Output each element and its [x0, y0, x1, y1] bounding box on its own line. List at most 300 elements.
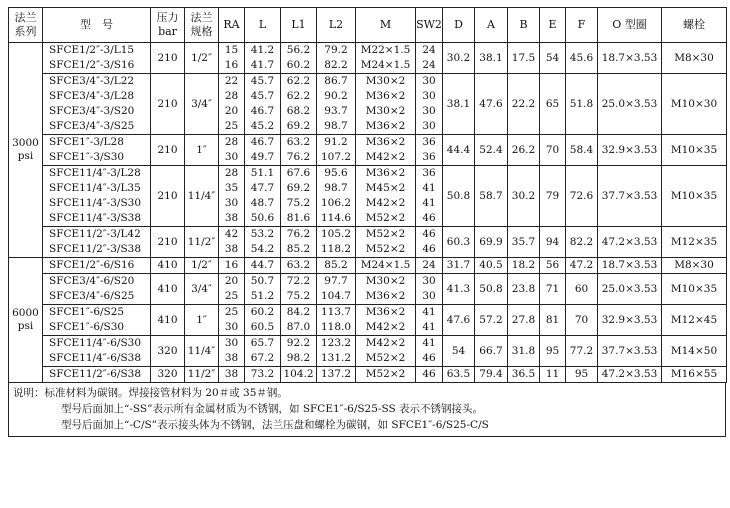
l2-cell: [317, 305, 356, 336]
flange-cell: 3/4″: [185, 274, 219, 305]
notes: [8, 383, 726, 437]
l1-value: 68.2: [286, 105, 311, 117]
bolt-cell: M14×50: [662, 336, 727, 367]
e-cell: 54: [540, 43, 566, 74]
l1-value: 62.2: [286, 90, 311, 102]
l-cell: [245, 367, 281, 383]
ra-value: 30: [224, 321, 239, 333]
l2-value: 95.6: [324, 167, 348, 179]
m-value: M22×1.5: [360, 44, 411, 56]
model-value: SFCE1/2″-6/S16: [49, 259, 135, 271]
l1-value: 104.2: [283, 368, 314, 380]
b-cell: 35.7: [508, 227, 540, 258]
bolt-cell: M12×45: [662, 305, 727, 336]
l1-value: 75.2: [286, 290, 311, 302]
ra-cell: [219, 367, 245, 383]
l-value: 46.7: [250, 105, 275, 117]
bolt-cell: M10×35: [662, 135, 727, 166]
d-cell: 47.6: [443, 305, 475, 336]
m-cell: [356, 336, 416, 367]
e-cell: 56: [540, 258, 566, 274]
model-cell: [43, 166, 151, 227]
m-cell: [356, 258, 416, 274]
sw2-cell: [416, 166, 443, 227]
model-cell: [43, 135, 151, 166]
l1-cell: [281, 258, 317, 274]
bolt-cell: M16×55: [662, 367, 727, 383]
l-value: 45.2: [250, 120, 275, 132]
model-value: SFCE3/4″-3/L28: [49, 90, 135, 102]
header-sw2: SW2: [416, 8, 443, 43]
oring-cell: 25.0×3.53: [598, 274, 662, 305]
m-value: M52×2: [365, 352, 406, 364]
l1-value: 69.2: [286, 182, 311, 194]
l2-value: 98.7: [324, 120, 348, 132]
f-cell: 95: [566, 367, 598, 383]
header-e: E: [540, 8, 566, 43]
oring-cell: 37.7×3.53: [598, 166, 662, 227]
model-value: SFCE1″-3/S30: [49, 151, 125, 163]
header-ra: RA: [219, 8, 245, 43]
ra-value: 25: [224, 306, 239, 318]
model-value: SFCE3/4″-3/S25: [49, 120, 135, 132]
ra-value: 28: [224, 136, 239, 148]
l1-value: 84.2: [286, 306, 311, 318]
l1-value: 67.6: [286, 167, 311, 179]
m-cell: [356, 166, 416, 227]
l1-cell: [281, 367, 317, 383]
m-value: M42×2: [365, 197, 406, 209]
spec-sheet: [8, 7, 726, 437]
l2-cell: [317, 135, 356, 166]
f-cell: 60: [566, 274, 598, 305]
a-cell: 50.8: [475, 274, 508, 305]
series-cell: 3000 psi: [9, 43, 43, 258]
e-cell: 94: [540, 227, 566, 258]
b-cell: 36.5: [508, 367, 540, 383]
e-cell: 71: [540, 274, 566, 305]
sw2-cell: [416, 274, 443, 305]
flange-cell: 1/2″: [185, 43, 219, 74]
l-value: 50.6: [250, 212, 275, 224]
l-cell: [245, 135, 281, 166]
a-cell: 69.9: [475, 227, 508, 258]
l2-cell: [317, 367, 356, 383]
sw2-value: 41: [422, 182, 436, 194]
l2-cell: [317, 166, 356, 227]
d-cell: 38.1: [443, 74, 475, 135]
l-cell: [245, 227, 281, 258]
model-cell: [43, 336, 151, 367]
l-value: 47.7: [250, 182, 275, 194]
header-f: F: [566, 8, 598, 43]
model-cell: [43, 74, 151, 135]
d-cell: 50.8: [443, 166, 475, 227]
l1-value: 56.2: [286, 44, 311, 56]
oring-cell: 37.7×3.53: [598, 336, 662, 367]
bolt-cell: M8×30: [662, 43, 727, 74]
sw2-value: 41: [422, 321, 436, 333]
l2-value: 113.7: [320, 306, 352, 318]
ra-cell: [219, 166, 245, 227]
table-row: [9, 227, 727, 258]
m-value: M52×2: [365, 228, 406, 240]
b-cell: 17.5: [508, 43, 540, 74]
d-cell: 31.7: [443, 258, 475, 274]
l-value: 48.7: [250, 197, 275, 209]
l2-value: 114.6: [320, 212, 352, 224]
header-l1: L1: [281, 8, 317, 43]
model-value: SFCE1″-6/S25: [49, 306, 125, 318]
l-value: 45.7: [250, 75, 275, 87]
l1-cell: [281, 305, 317, 336]
header-oring: O 型圈: [598, 8, 662, 43]
flange-cell: 11/2″: [185, 227, 219, 258]
sw2-cell: [416, 258, 443, 274]
model-cell: [43, 305, 151, 336]
oring-cell: 18.7×3.53: [598, 43, 662, 74]
model-value: SFCE11/2″-6/S38: [49, 368, 141, 380]
sw2-cell: [416, 135, 443, 166]
pressure-cell: 410: [151, 258, 185, 274]
table-row: [9, 367, 727, 383]
m-value: M36×2: [365, 306, 406, 318]
l-value: 60.2: [250, 306, 275, 318]
model-value: SFCE11/4″-6/S30: [49, 337, 141, 349]
l2-value: 137.2: [320, 368, 352, 380]
l2-value: 86.7: [324, 75, 348, 87]
f-cell: 45.6: [566, 43, 598, 74]
sw2-value: 46: [422, 352, 436, 364]
l-value: 51.1: [250, 167, 275, 179]
sw2-value: 46: [422, 228, 436, 240]
model-value: SFCE3/4″-3/L22: [49, 75, 135, 87]
a-cell: 38.1: [475, 43, 508, 74]
l-value: 60.5: [250, 321, 275, 333]
l-cell: [245, 74, 281, 135]
l2-value: 97.7: [324, 275, 348, 287]
bolt-cell: M10×30: [662, 74, 727, 135]
m-cell: [356, 305, 416, 336]
l1-cell: [281, 227, 317, 258]
l2-cell: [317, 258, 356, 274]
table-body: [9, 43, 727, 383]
spec-table: [8, 7, 727, 383]
l1-cell: [281, 43, 317, 74]
header-model: 型 号: [43, 8, 151, 43]
pressure-cell: 410: [151, 305, 185, 336]
d-cell: 63.5: [443, 367, 475, 383]
l1-value: 76.2: [286, 228, 311, 240]
l2-value: 91.2: [324, 136, 348, 148]
e-cell: 79: [540, 166, 566, 227]
l2-value: 106.2: [320, 197, 352, 209]
ra-value: 42: [224, 228, 239, 240]
m-value: M24×1.5: [360, 59, 411, 71]
table-row: [9, 135, 727, 166]
sw2-value: 36: [422, 136, 436, 148]
f-cell: 70: [566, 305, 598, 336]
ra-value: 22: [224, 75, 239, 87]
ra-value: 25: [224, 290, 239, 302]
l-value: 49.7: [250, 151, 275, 163]
table-row: [9, 305, 727, 336]
l-value: 65.7: [250, 337, 275, 349]
m-value: M42×2: [365, 337, 406, 349]
ra-cell: [219, 305, 245, 336]
sw2-value: 30: [422, 275, 436, 287]
bolt-cell: M12×35: [662, 227, 727, 258]
m-value: M52×2: [365, 212, 406, 224]
l2-cell: [317, 336, 356, 367]
flange-cell: 3/4″: [185, 74, 219, 135]
header-b: B: [508, 8, 540, 43]
b-cell: 18.2: [508, 258, 540, 274]
a-cell: 47.6: [475, 74, 508, 135]
header-flange: 法兰 规格: [185, 8, 219, 43]
flange-cell: 11/2″: [185, 367, 219, 383]
e-cell: 95: [540, 336, 566, 367]
d-cell: 41.3: [443, 274, 475, 305]
m-value: M30×2: [365, 75, 406, 87]
ra-value: 38: [224, 352, 239, 364]
model-value: SFCE3/4″-3/S20: [49, 105, 135, 117]
l-value: 50.7: [250, 275, 275, 287]
sw2-value: 30: [422, 105, 436, 117]
l2-cell: [317, 43, 356, 74]
b-cell: 26.2: [508, 135, 540, 166]
oring-cell: 32.9×3.53: [598, 305, 662, 336]
model-value: SFCE11/4″-3/S38: [49, 212, 141, 224]
l2-value: 93.7: [324, 105, 348, 117]
l2-cell: [317, 74, 356, 135]
pressure-cell: 210: [151, 74, 185, 135]
ra-cell: [219, 274, 245, 305]
e-cell: 81: [540, 305, 566, 336]
l1-cell: [281, 74, 317, 135]
sw2-cell: [416, 74, 443, 135]
d-cell: 30.2: [443, 43, 475, 74]
a-cell: 58.7: [475, 166, 508, 227]
f-cell: 47.2: [566, 258, 598, 274]
ra-value: 25: [224, 120, 239, 132]
l1-value: 69.2: [286, 120, 311, 132]
l1-cell: [281, 336, 317, 367]
model-value: SFCE11/4″-3/L35: [49, 182, 141, 194]
oring-cell: 25.0×3.53: [598, 74, 662, 135]
table-row: [9, 336, 727, 367]
l1-value: 75.2: [286, 197, 311, 209]
b-cell: 27.8: [508, 305, 540, 336]
ra-cell: [219, 258, 245, 274]
pressure-cell: 320: [151, 336, 185, 367]
sw2-value: 30: [422, 120, 436, 132]
l1-value: 81.6: [286, 212, 311, 224]
header-l: L: [245, 8, 281, 43]
ra-cell: [219, 43, 245, 74]
l1-value: 87.0: [286, 321, 311, 333]
oring-cell: 32.9×3.53: [598, 135, 662, 166]
d-cell: 44.4: [443, 135, 475, 166]
ra-cell: [219, 227, 245, 258]
model-cell: [43, 227, 151, 258]
l1-cell: [281, 166, 317, 227]
f-cell: 72.6: [566, 166, 598, 227]
l1-value: 85.2: [286, 243, 311, 255]
header-pressure: 压力 bar: [151, 8, 185, 43]
ra-cell: [219, 336, 245, 367]
l2-value: 82.2: [324, 59, 348, 71]
l-value: 45.7: [250, 90, 275, 102]
model-cell: [43, 367, 151, 383]
model-value: SFCE11/2″-3/S38: [49, 243, 141, 255]
bolt-cell: M10×35: [662, 274, 727, 305]
oring-cell: 18.7×3.53: [598, 258, 662, 274]
l-value: 53.2: [250, 228, 275, 240]
model-cell: [43, 43, 151, 74]
model-value: SFCE11/4″-3/L28: [49, 167, 141, 179]
l-value: 41.2: [250, 44, 275, 56]
pressure-cell: 320: [151, 367, 185, 383]
l2-value: 104.7: [320, 290, 352, 302]
m-value: M36×2: [365, 136, 406, 148]
l-cell: [245, 43, 281, 74]
ra-value: 38: [224, 212, 239, 224]
table-row: [9, 43, 727, 74]
sw2-cell: [416, 43, 443, 74]
l-value: 67.2: [250, 352, 275, 364]
sw2-value: 24: [422, 259, 436, 271]
note-line: 型号后面加上“-SS”表示所有金属材质为不锈钢，如 SFCE1″-6/S25-SS 表示不锈钢接头。: [61, 403, 484, 415]
l1-value: 92.2: [286, 337, 311, 349]
ra-value: 28: [224, 167, 239, 179]
d-cell: 54: [443, 336, 475, 367]
table-row: [9, 274, 727, 305]
l1-cell: [281, 274, 317, 305]
a-cell: 40.5: [475, 258, 508, 274]
ra-value: 38: [224, 368, 239, 380]
sw2-value: 24: [422, 59, 436, 71]
l2-value: 79.2: [324, 44, 348, 56]
header-a: A: [475, 8, 508, 43]
sw2-value: 30: [422, 90, 436, 102]
m-value: M30×2: [365, 275, 406, 287]
l2-value: 118.2: [320, 243, 352, 255]
l1-value: 63.2: [286, 259, 311, 271]
m-value: M30×2: [365, 105, 406, 117]
sw2-value: 46: [422, 368, 436, 380]
l1-cell: [281, 135, 317, 166]
l-cell: [245, 336, 281, 367]
l2-cell: [317, 227, 356, 258]
flange-cell: 11/4″: [185, 336, 219, 367]
model-value: SFCE3/4″-6/S25: [49, 290, 135, 302]
ra-value: 28: [224, 90, 239, 102]
ra-value: 30: [224, 151, 239, 163]
sw2-value: 36: [422, 151, 436, 163]
bolt-cell: M10×35: [662, 166, 727, 227]
m-value: M52×2: [365, 368, 406, 380]
ra-value: 30: [224, 337, 239, 349]
l2-value: 98.7: [324, 182, 348, 194]
m-cell: [356, 74, 416, 135]
l-value: 46.7: [250, 136, 275, 148]
l-cell: [245, 274, 281, 305]
m-value: M42×2: [365, 151, 406, 163]
flange-cell: 1″: [185, 305, 219, 336]
header-series: 法兰 系列: [9, 8, 43, 43]
l2-value: 105.2: [320, 228, 352, 240]
ra-value: 15: [224, 44, 239, 56]
l2-value: 131.2: [320, 352, 352, 364]
m-value: M45×2: [365, 182, 406, 194]
f-cell: 77.2: [566, 336, 598, 367]
l1-value: 98.2: [286, 352, 311, 364]
m-value: M36×2: [365, 90, 406, 102]
note-line: 型号后面加上“-C/S”表示接头体为不锈钢，法兰压盘和螺栓为碳钢，如 SFCE1″-6/S25-C/S: [61, 419, 489, 431]
l2-value: 118.0: [320, 321, 352, 333]
l-value: 41.7: [250, 59, 275, 71]
l2-value: 123.2: [320, 337, 352, 349]
table-row: [9, 258, 727, 274]
header-row: [9, 8, 727, 43]
m-value: M36×2: [365, 167, 406, 179]
l-cell: [245, 166, 281, 227]
pressure-cell: 210: [151, 166, 185, 227]
model-cell: [43, 258, 151, 274]
m-value: M24×1.5: [360, 259, 411, 271]
l1-value: 62.2: [286, 75, 311, 87]
ra-cell: [219, 135, 245, 166]
table-row: [9, 74, 727, 135]
m-value: M52×2: [365, 243, 406, 255]
l2-cell: [317, 274, 356, 305]
ra-cell: [219, 74, 245, 135]
sw2-value: 30: [422, 290, 436, 302]
b-cell: 22.2: [508, 74, 540, 135]
header-m: M: [356, 8, 416, 43]
l-value: 44.7: [250, 259, 275, 271]
m-value: M36×2: [365, 290, 406, 302]
l-cell: [245, 305, 281, 336]
sw2-value: 30: [422, 75, 436, 87]
model-value: SFCE1″-6/S30: [49, 321, 125, 333]
m-value: M42×2: [365, 321, 406, 333]
m-value: M36×2: [365, 120, 406, 132]
series-cell: 6000 psi: [9, 258, 43, 383]
l-value: 73.2: [250, 368, 275, 380]
pressure-cell: 210: [151, 227, 185, 258]
a-cell: 79.4: [475, 367, 508, 383]
l1-value: 63.2: [286, 136, 311, 148]
sw2-value: 46: [422, 212, 436, 224]
sw2-cell: [416, 227, 443, 258]
sw2-cell: [416, 336, 443, 367]
model-value: SFCE11/4″-6/S38: [49, 352, 141, 364]
flange-cell: 1/2″: [185, 258, 219, 274]
ra-value: 16: [224, 259, 239, 271]
a-cell: 52.4: [475, 135, 508, 166]
ra-value: 20: [224, 275, 239, 287]
l2-value: 90.2: [324, 90, 348, 102]
e-cell: 11: [540, 367, 566, 383]
model-value: SFCE3/4″-6/S20: [49, 275, 135, 287]
m-cell: [356, 367, 416, 383]
ra-value: 30: [224, 197, 239, 209]
e-cell: 65: [540, 74, 566, 135]
pressure-cell: 210: [151, 43, 185, 74]
b-cell: 31.8: [508, 336, 540, 367]
